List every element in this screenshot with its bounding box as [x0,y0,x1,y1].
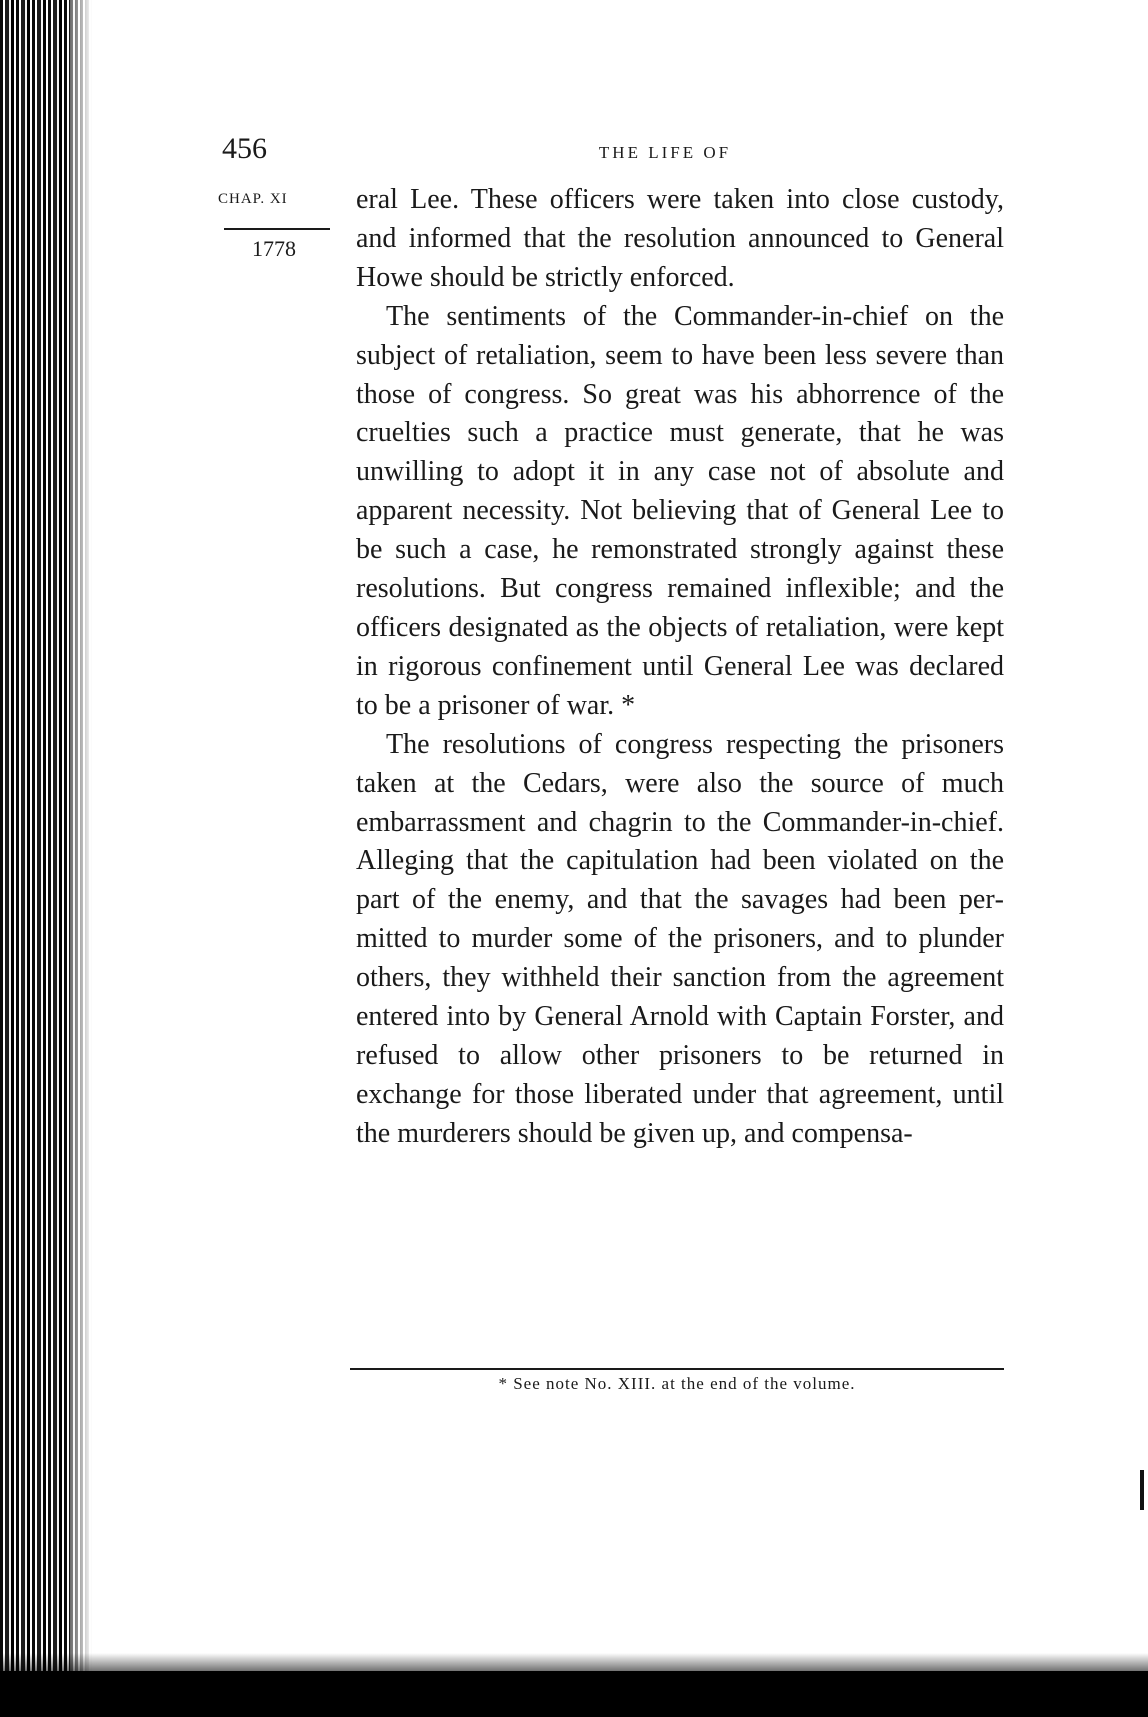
book-spine-edge [0,0,92,1717]
margin-divider [224,228,330,230]
scan-edge-mark [1140,1470,1144,1510]
body-text [356,181,1004,1154]
running-title: THE LIFE OF [598,143,732,162]
paragraph-cedars: The resolutions of congress respecting the prisoners taken at the Cedars, were also the source of much embarrassment and chagrin to the Commander-in-chief. Alleging that the capitulation had been violated on the part of the enemy, and that the savages had been permitted to murder some of the prisoners, and to plunder others, they withheld their sanction from the agreement entered into by General Arnold with Captain Forster, and refused to allow other prisoners to be returned in exchange for those liberated under that agreement, until the murderers should be given up, and compensa- [356,728,1004,1149]
paragraph-retaliation: The sentiments of the Commander-in-chief on the subject of retaliation, seem to have been less severe than those of congress. So great was his abhorrence of the cruelties such a practice must generate, that he was unwilling to adopt it in any case not of absolute and apparent necessity. Not believing that of General Lee to be such a case, he remonstrated strongly against these resolutions. But congress remained inflexible; and the officers designated as the objects of retaliation, were kept in rigorous confinement until General Lee was declared to be a prisoner of war. * [356,300,1004,721]
margin-chapter-label: CHAP. XI [218,191,288,207]
footnote: * See note No. XIII. at the end of the volume. [498,1374,856,1393]
footnote-divider [350,1368,1004,1370]
page-number: 456 [222,132,267,165]
scan-bottom-shadow [0,1671,1148,1717]
margin-year: 1778 [252,236,296,261]
paragraph-continuation: eral Lee. These officers were taken into close custody, and informed that the resolution announced to General Howe should be strictly enforced. [356,184,1004,293]
